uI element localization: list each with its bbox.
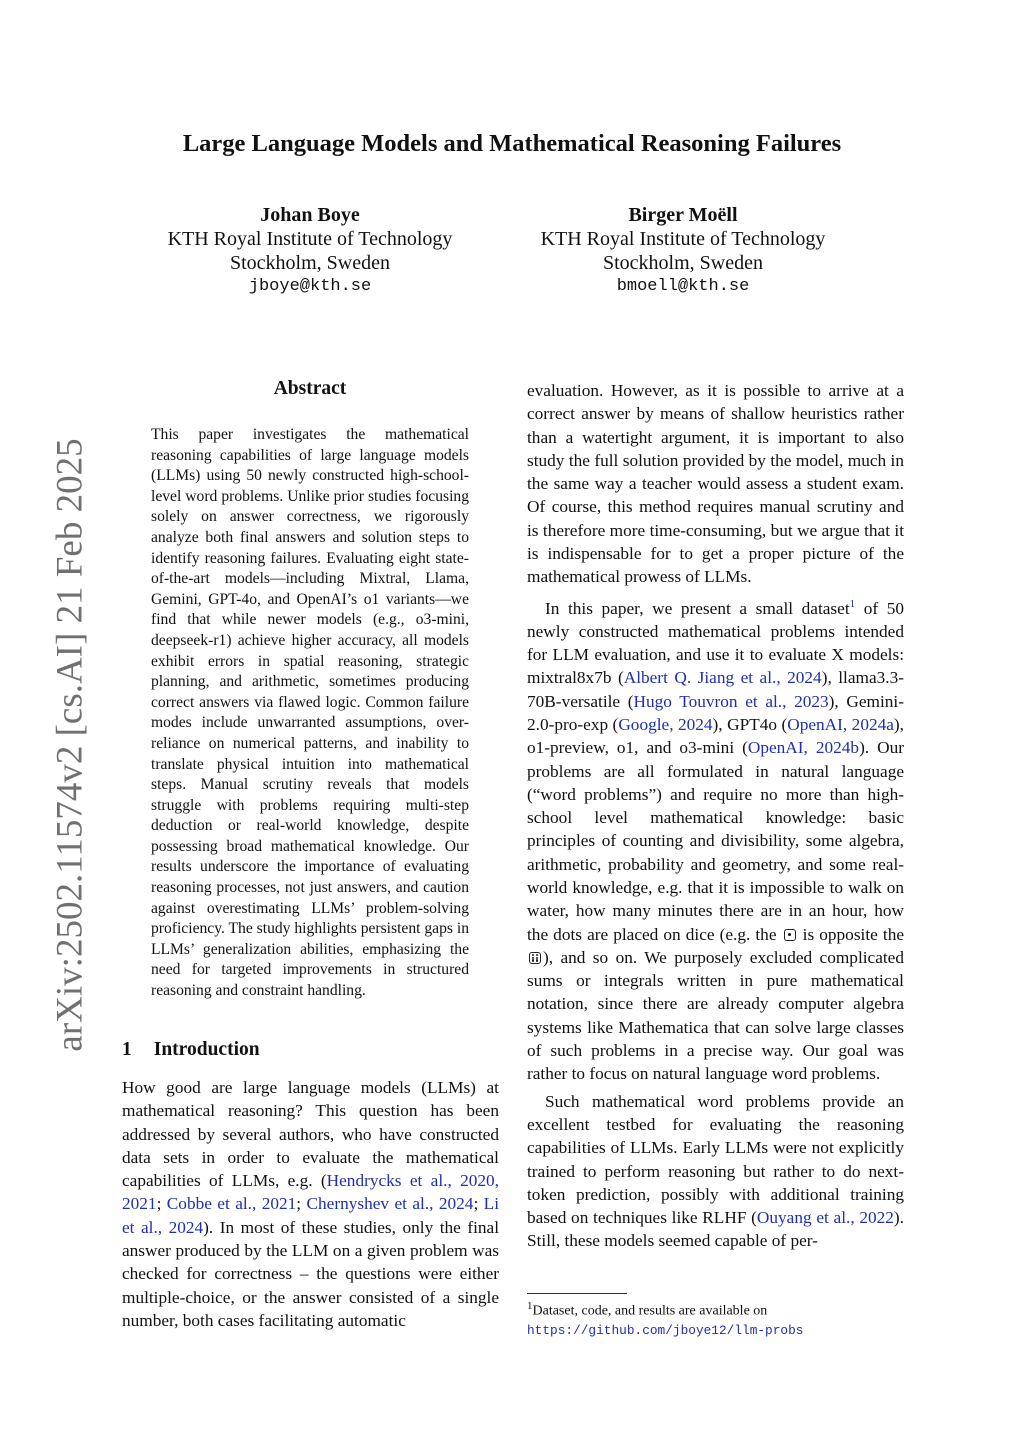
citation-link[interactable]: Chernyshev et al., 2024 [306,1194,474,1214]
author-name: Birger Moëll [628,204,738,226]
author-location: Stockholm, Sweden [230,252,390,274]
author-name: Johan Boye [260,204,360,226]
intro-paragraph-2: evaluation. However, as it is possible to arrive at a correct answer by means of shallow heuristics rather than a watertight argument, it is important to also study the full solution provided by the model, much in the same way a teacher would assess a student exam. Of course, this method requires manual scrutiny and is therefore more time-consuming, but we argue that it is indispensable for to get a proper picture of the mathematical prowess of LLMs. [527,381,904,587]
citation-link[interactable]: OpenAI, 2024a [787,714,894,734]
section-title: Introduction [153,1039,260,1060]
footnote-url-link[interactable]: https://github.com/jboye12/llm-probs [527,1322,804,1338]
citation-link[interactable]: Cobbe et al., 2021 [166,1194,297,1214]
footnote [527,1297,904,1340]
footnote-divider [527,1293,627,1294]
dice-one-icon [784,929,796,941]
author-affiliation: KTH Royal Institute of Technology [540,228,826,250]
citation-link[interactable]: Google, 2024 [618,714,713,734]
intro-paragraph-4: Such mathematical word problems provide an excellent testbed for evaluating the reasoning capabilities of LLMs. Early LLMs were not explicitly trained to perform reasoning but rather to do next-token prediction, possibly with additional training based on techniques like RLHF (Ouyang et al., 2022). Still, these models seemed capable of per- [527,1091,904,1251]
author-location: Stockholm, Sweden [603,252,763,274]
author-block [513,203,853,299]
author-block [140,203,480,299]
footnote-marker[interactable]: 1 [849,597,856,610]
citation-link[interactable]: Li et al., 2024 [122,1194,500,1237]
footnote-number: 1 [527,1300,533,1312]
footnote-text: Dataset, code, and results are available on [532,1303,768,1319]
author-email[interactable]: bmoell@kth.se [616,277,750,296]
citation-link[interactable]: Hendrycks et al., 2020, 2021 [122,1171,499,1214]
left-column-body [122,1076,499,1332]
author-affiliation: KTH Royal Institute of Technology [167,228,453,250]
abstract-heading: Abstract [273,378,347,399]
section-heading [122,1039,260,1061]
intro-paragraph-3: In this paper, we present a small dataset$^1$ of 50 newly constructed mathematical problems intended for LLM evaluation, and use it to evaluate X models: mixtral8x7b (Albert Q. Jiang et al., 2024), llama3.3-70B-versatile (Hugo Touvron et al., 2023), Gemini-2.0-pro-exp (Google, 2024), GPT4o (OpenAI, 2024a), o1-preview, o1, and o3-mini (OpenAI, 2024b). Our problems are all formulated in natural language (“word problems”) and require no more than high-school level mathematical knowledge: basic principles of counting and divisibility, some algebra, arithmetic, probability and geometry, and some real-world knowledge, e.g. that it is impossible to walk on water, how many minutes there are in an hour, how the dots are placed on dice (e.g. the is opposite the ), and so on. We purposely excluded complicated sums or integrals written in pure mathematical notation, since there are already computer algebra systems like Mathematica that can solve large classes of such problems in a precise way. Our goal was rather to focus on natural language word problems. [527,597,905,1084]
abstract-text: This paper investigates the mathematical reasoning capabilities of large language models (LLMs) using 50 newly constructed high-school-level word problems. Unlike prior studies focusing solely on answer correctness, we rigorously analyze both final answers and solution steps to identify reasoning failures. Evaluating eight state-of-the-art models—including Mixtral, Llama, Gemini, GPT-4o, and OpenAI’s o1 variants—we find that while newer models (e.g., o3-mini, deepseek-r1) achieve higher accuracy, all models exhibit errors in spatial reasoning, strategic planning, and arithmetic, sometimes producing correct answers via flawed logic. Common failure modes include unwarranted assumptions, over-reliance on numerical patterns, and inability to translate physical intuition into mathematical steps. Manual scrutiny reveals that models struggle with problems requiring multi-step deduction or real-world knowledge, despite possessing broad mathematical knowledge. Our results underscore the importance of evaluating reasoning processes, not just answers, and caution against overestimating LLMs’ problem-solving proficiency. The study highlights persistent gaps in LLMs’ generalization abilities, emphasizing the need for targeted improvements in structured reasoning and constraint handling. [151,426,469,1000]
citation-link[interactable]: OpenAI, 2024b [747,738,860,758]
citation-link[interactable]: Albert Q. Jiang et al., 2024 [623,668,822,688]
arxiv-identifier: arXiv:2502.11574v2 [cs.AI] 21 Feb 2025 [49,438,91,1052]
citation-link[interactable]: Ouyang et al., 2022 [756,1208,894,1228]
author-email[interactable]: jboye@kth.se [248,277,372,296]
section-number: 1 [122,1039,132,1060]
right-column-body [527,379,904,1253]
intro-paragraph-1: How good are large language models (LLMs) at mathematical reasoning? This question has been addressed by several authors, who have constructed data sets in order to evaluate the mathematical capabilities of LLMs, e.g. (Hendrycks et al., 2020, 2021; Cobbe et al., 2021; Chernyshev et al., 2024; Li et al., 2024). In most of these studies, only the final answer produced by the LLM on a given problem was checked for correctness – the questions were either multiple-choice, or the answer consisted of a single number, both cases facilitating automatic [122,1078,500,1330]
paper-title: Large Language Models and Mathematical Reasoning Failures [182,130,842,157]
citation-link[interactable]: Hugo Touvron et al., 2023 [633,691,829,711]
dice-six-icon [529,952,541,964]
